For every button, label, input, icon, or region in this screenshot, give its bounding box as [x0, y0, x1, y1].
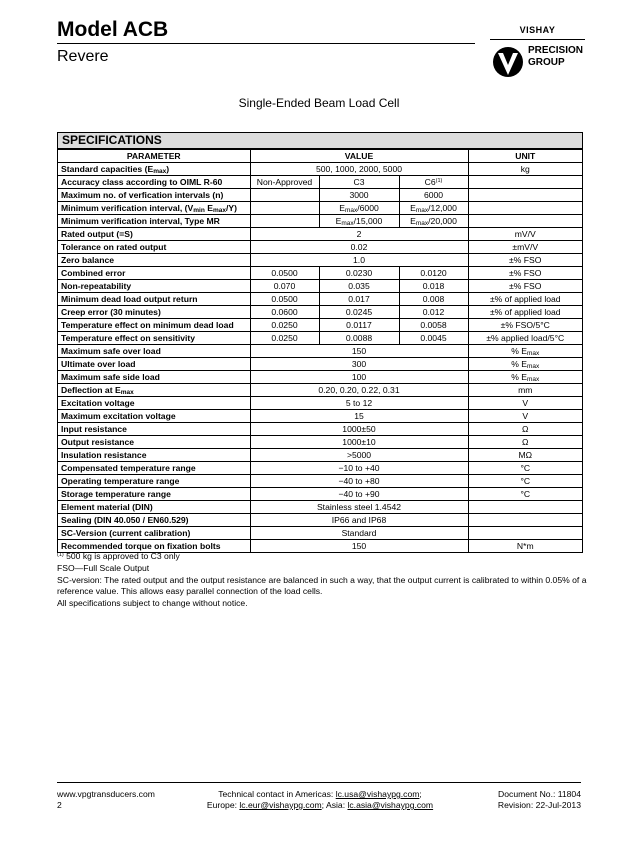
unit-text: °C	[520, 463, 531, 473]
value-cell-v3	[399, 202, 468, 215]
value-cell-v3	[399, 280, 468, 293]
parameter-cell	[58, 345, 250, 358]
table-row	[58, 254, 582, 267]
parameter-cell	[58, 332, 250, 345]
col-value-header: VALUE	[250, 150, 468, 163]
header-rule	[57, 43, 475, 44]
value-text: Standard	[341, 528, 377, 538]
parameter-text-mid: E	[204, 203, 213, 213]
value-text: 0.035	[348, 281, 370, 291]
value-text: 0.0600	[271, 307, 298, 317]
unit-cell	[468, 501, 582, 514]
specifications-table	[57, 132, 583, 553]
value-text: C6	[424, 177, 436, 187]
parameter-cell	[58, 306, 250, 319]
parameter-cell	[58, 475, 250, 488]
parameter-text: Maximum safe side load	[61, 372, 160, 382]
value-text: E	[410, 203, 416, 213]
value-cell	[250, 254, 468, 267]
document-number: Document No.: 11804	[498, 789, 581, 799]
value-text: 15	[354, 411, 364, 421]
table-row	[58, 358, 582, 371]
unit-text: mV/V	[514, 229, 536, 239]
value-cell-v2	[319, 332, 399, 345]
parameter-text: Temperature effect on minimum dead load	[61, 320, 234, 330]
parameter-cell	[58, 384, 250, 397]
value-text: E	[335, 216, 342, 226]
value-cell-v2	[319, 280, 399, 293]
document-heading: Single-Ended Beam Load Cell	[238, 96, 400, 110]
parameter-cell	[58, 241, 250, 254]
unit-cell	[468, 176, 582, 189]
unit-subscript: max	[527, 376, 540, 383]
value-text: −10 to +40	[338, 463, 380, 473]
table-row	[58, 527, 582, 540]
email-usa-link[interactable]: lc.usa@vishaypg.com	[335, 789, 420, 799]
value-cell-v3	[399, 215, 468, 228]
email-europe-link[interactable]: lc.eur@vishaypg.com	[239, 800, 322, 810]
parameter-subscript: max	[153, 168, 167, 175]
parameter-text: Input resistance	[61, 424, 127, 434]
unit-text: ±% FSO	[509, 255, 542, 265]
parameter-text: Ultimate over load	[61, 359, 136, 369]
parameter-cell	[58, 462, 250, 475]
value-text: 3000	[349, 190, 369, 200]
parameter-cell	[58, 501, 250, 514]
unit-cell	[468, 449, 582, 462]
unit-text: MΩ	[518, 450, 533, 460]
parameter-text: Non-repeatability	[61, 281, 132, 291]
table-row	[58, 215, 582, 228]
vishay-logo	[490, 23, 585, 85]
unit-text: ±% FSO	[509, 281, 542, 291]
parameter-text: Operating temperature range	[61, 476, 180, 486]
parameter-cell	[58, 410, 250, 423]
value-cell-v3	[399, 306, 468, 319]
spec-grid	[58, 149, 582, 552]
value-cell	[250, 475, 468, 488]
col-unit-header: UNIT	[468, 150, 582, 163]
value-text: 5 to 12	[345, 398, 373, 408]
table-row	[58, 319, 582, 332]
value-cell-v1	[250, 306, 319, 319]
unit-cell	[468, 332, 582, 345]
footer-website[interactable]: www.vpgtransducers.com	[57, 789, 155, 799]
table-row	[58, 345, 582, 358]
parameter-text: Rated output (=S)	[61, 229, 133, 239]
spec-body	[58, 163, 582, 553]
unit-text: ±% of applied load	[489, 307, 561, 317]
value-cell-v2	[319, 267, 399, 280]
table-row	[58, 423, 582, 436]
parameter-text: Creep error (30 minutes)	[61, 307, 161, 317]
unit-cell	[468, 462, 582, 475]
value-text: 0.008	[422, 294, 445, 304]
value-text: 0.0045	[420, 333, 447, 343]
value-text: E	[339, 203, 345, 213]
unit-cell	[468, 358, 582, 371]
value-cell	[250, 358, 468, 371]
value-text-tail: /15,000	[353, 216, 383, 226]
vishay-v-icon	[492, 45, 524, 79]
value-cell-v1	[250, 267, 319, 280]
value-text: 0.0230	[345, 268, 373, 278]
value-cell-v1	[250, 319, 319, 332]
parameter-text: Accuracy class according to OIML R-60	[61, 177, 223, 187]
value-text: −40 to +80	[338, 476, 380, 486]
unit-text: °C	[520, 489, 531, 499]
value-cell-v2	[319, 319, 399, 332]
parameter-text: Temperature effect on sensitivity	[61, 333, 196, 343]
logo-precision-group	[528, 45, 583, 69]
table-row	[58, 501, 582, 514]
disclaimer: All specifications subject to change without notice.	[57, 598, 248, 608]
unit-cell	[468, 514, 582, 527]
value-cell	[250, 228, 468, 241]
parameter-cell	[58, 358, 250, 371]
unit-text: V	[522, 398, 529, 408]
value-cell	[250, 488, 468, 501]
table-row	[58, 241, 582, 254]
value-cell-v2	[319, 202, 399, 215]
value-cell	[250, 436, 468, 449]
value-text: C3	[353, 177, 365, 187]
page-title: Model ACB	[57, 18, 169, 41]
table-row	[58, 306, 582, 319]
page-subtitle: Revere	[57, 48, 109, 65]
value-text: 0.0088	[345, 333, 373, 343]
value-cell-v2	[319, 189, 399, 202]
value-text: 1000±10	[342, 437, 376, 447]
parameter-text: Output resistance	[61, 437, 135, 447]
table-row	[58, 475, 582, 488]
value-text: 0.0500	[271, 268, 298, 278]
parameter-cell	[58, 423, 250, 436]
footer-right	[460, 789, 581, 811]
parameter-text: Element material (DIN)	[61, 502, 153, 512]
parameter-cell	[58, 189, 250, 202]
unit-cell	[468, 345, 582, 358]
unit-cell	[468, 293, 582, 306]
unit-cell	[468, 215, 582, 228]
unit-cell	[468, 241, 582, 254]
value-text-tail: /6000	[357, 203, 379, 213]
value-text: 300	[351, 359, 367, 369]
revision-date: Revision: 22-Jul-2013	[497, 800, 581, 810]
value-cell-v3	[399, 189, 468, 202]
value-cell	[250, 410, 468, 423]
value-text: 0.0250	[271, 320, 298, 330]
unit-cell	[468, 319, 582, 332]
parameter-text: Minimum verification interval, (V	[61, 203, 194, 213]
value-cell	[250, 397, 468, 410]
parameter-cell	[58, 514, 250, 527]
unit-cell	[468, 267, 582, 280]
value-text: 1000±50	[342, 424, 376, 434]
value-text: 6000	[423, 190, 444, 200]
unit-text: N*m	[516, 541, 534, 551]
col-parameter-header: PARAMETER	[58, 150, 250, 163]
value-text: 0.0245	[345, 307, 373, 317]
parameter-text: Minimum verification interval, Type MR	[61, 216, 220, 226]
value-subscript: max	[344, 207, 358, 214]
table-row	[58, 293, 582, 306]
parameter-text-tail: )	[166, 164, 170, 174]
value-cell-v3	[399, 267, 468, 280]
parameter-text: Minimum dead load output return	[61, 294, 198, 304]
contact-line-1	[180, 789, 460, 800]
unit-text: kg	[520, 164, 530, 174]
unit-text: % E	[511, 359, 527, 369]
page-number: 2	[57, 800, 62, 810]
value-text: 0.0117	[346, 320, 372, 330]
value-text: 0.0120	[420, 268, 447, 278]
unit-text: ±mV/V	[512, 242, 539, 252]
parameter-text: Tolerance on rated output	[61, 242, 167, 252]
unit-cell	[468, 423, 582, 436]
unit-cell	[468, 280, 582, 293]
unit-text: °C	[520, 476, 531, 486]
value-text: 0.0250	[271, 333, 298, 343]
parameter-text: Zero balance	[61, 255, 115, 265]
parameter-text: Deflection at E	[61, 385, 121, 395]
parameter-cell	[58, 254, 250, 267]
table-header-row	[58, 150, 582, 163]
unit-cell	[468, 488, 582, 501]
asia-prefix: ; Asia:	[321, 800, 348, 810]
value-cell-v2	[319, 293, 399, 306]
parameter-cell	[58, 267, 250, 280]
parameter-text: Compensated temperature range	[61, 463, 196, 473]
email-asia-link[interactable]: lc.asia@vishaypg.com	[347, 800, 434, 810]
contact-line-2	[180, 800, 460, 811]
table-row	[58, 163, 582, 176]
value-text: E	[410, 216, 416, 226]
sc-version-note: SC-version: The rated output and the output resistance are balanced in such a way, that the output current is calibrated to within 0.05% of a reference value. This allows easy parallel connection of the load cells.	[57, 575, 587, 596]
parameter-cell	[58, 215, 250, 228]
value-cell-v2	[319, 176, 399, 189]
unit-cell	[468, 163, 582, 176]
parameter-text-tail: /Y)	[225, 203, 237, 213]
value-text: 150	[351, 346, 367, 356]
europe-prefix: Europe:	[206, 800, 240, 810]
footnote-text: 500 kg is approved to C3 only	[63, 551, 180, 561]
value-cell-v1	[250, 293, 319, 306]
value-text: 100	[351, 372, 367, 382]
table-row	[58, 436, 582, 449]
value-text: Non-Approved	[256, 177, 313, 187]
table-row	[58, 410, 582, 423]
unit-text: Ω	[522, 437, 529, 447]
unit-text: ±% applied load/5°C	[486, 333, 565, 343]
value-text: 0.02	[350, 242, 368, 252]
value-text-tail: /12,000	[428, 203, 457, 213]
parameter-text: Insulation resistance	[61, 450, 147, 460]
value-text: 0.0500	[271, 294, 298, 304]
footer-contact	[180, 789, 460, 811]
table-row	[58, 514, 582, 527]
unit-cell	[468, 436, 582, 449]
parameter-text: Combined error	[61, 268, 126, 278]
unit-cell	[468, 371, 582, 384]
value-cell-v3	[399, 293, 468, 306]
value-text: 2	[356, 229, 362, 239]
value-cell	[250, 462, 468, 475]
value-cell	[250, 371, 468, 384]
unit-cell	[468, 384, 582, 397]
value-cell	[250, 527, 468, 540]
table-row	[58, 189, 582, 202]
value-cell	[250, 241, 468, 254]
unit-cell	[468, 527, 582, 540]
unit-cell	[468, 228, 582, 241]
value-cell-v1	[250, 202, 319, 215]
table-row	[58, 267, 582, 280]
value-text: 1.0	[353, 255, 365, 265]
unit-cell	[468, 475, 582, 488]
logo-line-1: PRECISION	[528, 45, 584, 56]
value-cell-v1	[250, 215, 319, 228]
value-cell-v1	[250, 176, 319, 189]
logo-vishay-text: VISHAY	[519, 25, 556, 35]
value-cell-v1	[250, 332, 319, 345]
unit-text: % E	[511, 372, 527, 382]
unit-text: V	[522, 411, 529, 421]
value-text: Stainless steel 1.4542	[316, 502, 402, 512]
parameter-subscript: max	[120, 389, 134, 396]
value-footnote-mark: (1)	[435, 178, 443, 184]
parameter-text: Recommended torque on fixation bolts	[61, 541, 221, 551]
value-text: 500, 1000, 2000, 5000	[315, 164, 403, 174]
table-row	[58, 384, 582, 397]
footnote-1	[57, 551, 587, 562]
unit-text: Ω	[522, 424, 529, 434]
parameter-cell	[58, 527, 250, 540]
value-cell	[250, 501, 468, 514]
value-subscript: max	[415, 207, 429, 214]
value-subscript: max	[415, 220, 429, 227]
parameter-cell	[58, 293, 250, 306]
value-text: IP66 and IP68	[331, 515, 387, 525]
footnote-mark: (1)	[57, 552, 64, 558]
parameter-text: Excitation voltage	[61, 398, 135, 408]
unit-cell	[468, 202, 582, 215]
table-row	[58, 371, 582, 384]
unit-text: ±% of applied load	[489, 294, 561, 304]
value-cell	[250, 384, 468, 397]
value-cell-v3	[399, 332, 468, 345]
table-row	[58, 488, 582, 501]
unit-cell	[468, 189, 582, 202]
parameter-cell	[58, 176, 250, 189]
value-text: 0.012	[422, 307, 445, 317]
parameter-text: Maximum excitation voltage	[61, 411, 176, 421]
value-cell-v2	[319, 215, 399, 228]
value-cell-v3	[399, 319, 468, 332]
fso-note: FSO—Full Scale Output	[57, 563, 150, 573]
value-cell	[250, 345, 468, 358]
parameter-cell	[58, 228, 250, 241]
specifications-title: SPECIFICATIONS	[58, 133, 582, 149]
value-cell-v3	[399, 176, 468, 189]
unit-subscript: max	[527, 363, 540, 370]
table-row	[58, 280, 582, 293]
parameter-cell	[58, 449, 250, 462]
parameter-cell	[58, 397, 250, 410]
parameter-text: Storage temperature range	[61, 489, 171, 499]
parameter-subscript: min	[193, 207, 205, 214]
value-cell-v2	[319, 306, 399, 319]
value-text: 0.20, 0.20, 0.22, 0.31	[318, 385, 400, 395]
parameter-cell	[58, 280, 250, 293]
value-text: −40 to +90	[338, 489, 380, 499]
table-row	[58, 462, 582, 475]
parameter-text: Sealing (DIN 40.050 / EN60.529)	[61, 515, 189, 525]
footer-left	[57, 789, 155, 811]
parameter-subscript-2: max	[212, 207, 226, 214]
unit-cell	[468, 410, 582, 423]
value-subscript: max	[341, 220, 354, 227]
unit-text: ±% FSO	[509, 268, 542, 278]
logo-line-2: GROUP	[528, 57, 565, 68]
value-cell-v1	[250, 189, 319, 202]
value-cell	[250, 423, 468, 436]
value-text-tail: /20,000	[428, 216, 457, 226]
table-row	[58, 228, 582, 241]
parameter-cell	[58, 319, 250, 332]
parameter-text: Standard capacities (E	[61, 164, 154, 174]
parameter-cell	[58, 488, 250, 501]
unit-cell	[468, 397, 582, 410]
unit-text: ±% FSO/5°C	[500, 320, 550, 330]
parameter-cell	[58, 202, 250, 215]
footer-rule	[57, 782, 581, 783]
value-cell	[250, 163, 468, 176]
value-text: 0.018	[422, 281, 445, 291]
contact-prefix: Technical contact in Americas:	[218, 789, 336, 799]
parameter-cell	[58, 163, 250, 176]
unit-cell	[468, 306, 582, 319]
table-row	[58, 449, 582, 462]
unit-text: mm	[518, 385, 533, 395]
table-row	[58, 176, 582, 189]
parameter-cell	[58, 436, 250, 449]
table-row	[58, 202, 582, 215]
value-text: 0.0058	[420, 320, 447, 330]
parameter-text: Maximum safe over load	[61, 346, 161, 356]
unit-text: % E	[511, 346, 527, 356]
value-cell	[250, 514, 468, 527]
unit-subscript: max	[527, 350, 540, 357]
value-cell-v1	[250, 280, 319, 293]
parameter-cell	[58, 371, 250, 384]
logo-rule	[490, 39, 585, 40]
value-text: 0.017	[348, 294, 370, 304]
unit-cell	[468, 254, 582, 267]
table-row	[58, 332, 582, 345]
notes	[57, 551, 587, 610]
parameter-text: SC-Version (current calibration)	[61, 528, 191, 538]
value-text: 150	[351, 541, 367, 551]
value-text: >5000	[346, 450, 372, 460]
value-text: 0.070	[273, 281, 296, 291]
table-row	[58, 397, 582, 410]
parameter-text: Maximum no. of verfication intervals (n)	[61, 190, 224, 200]
value-cell	[250, 449, 468, 462]
contact-sep: ;	[419, 789, 422, 799]
